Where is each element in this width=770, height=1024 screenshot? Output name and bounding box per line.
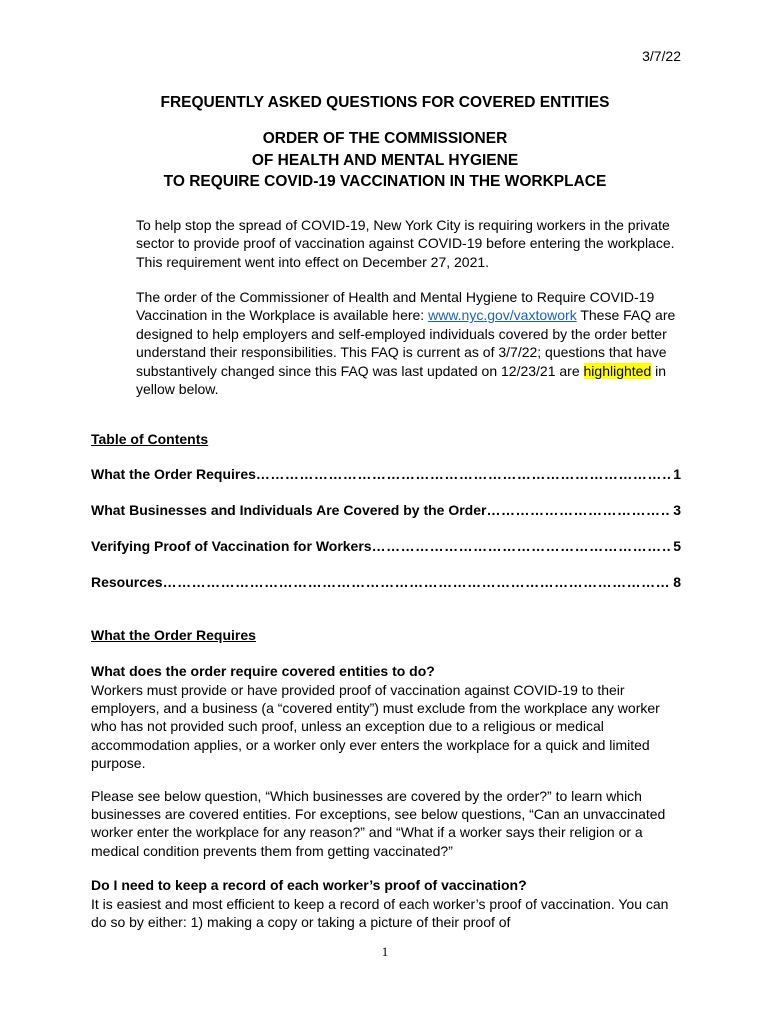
faq-question: What does the order require covered entities to do? — [91, 663, 435, 679]
intro-p2-text: The order of the Commissioner of Health and Mental Hygiene to Require COVID-19 Vaccination in the Workplace is available here: — [136, 289, 655, 324]
faq-answer-continued: Please see below question, “Which businesses are covered by the order?” to learn which businesses are covered entities. For exceptions, see below questions, “Can an unvaccinated worker enter the workplace for any reason?” and “What if a worker says their religion or a medical condition prevents them from getting vaccinated?” — [91, 788, 666, 859]
highlight-sample: highlighted — [583, 362, 652, 379]
toc-item-page: 8 — [673, 574, 681, 590]
page-number: 1 — [381, 944, 389, 959]
toc-leader — [372, 538, 672, 554]
toc-item-page: 1 — [673, 466, 681, 482]
toc-item-label: Resources — [91, 574, 163, 590]
faq-question: Do I need to keep a record of each worker’s proof of vaccination? — [91, 877, 527, 893]
intro-p2-end: in yellow below. — [136, 362, 667, 398]
toc-heading: Table of Contents — [91, 431, 209, 447]
vaxtowork-link[interactable]: www.nyc.gov/vaxtowork — [428, 307, 577, 324]
toc-item-label: What the Order Requires — [91, 466, 256, 482]
toc-leader — [486, 502, 671, 518]
order-title-line-1: ORDER OF THE COMMISSIONER — [262, 130, 508, 147]
document-date: 3/7/22 — [642, 48, 681, 64]
faq-answer: Workers must provide or have provided proof of vaccination against COVID-19 to their employers, and a business (a “covered entity”) must exclude from the workplace any worker who has not provided such proof, unless an exception due to a religious or medical accommodation applies, or a worker only ever enters the workplace for a quick and limited purpose. — [91, 682, 660, 771]
toc-item[interactable] — [91, 502, 681, 518]
toc-item-label: What Businesses and Individuals Are Covered by the Order — [91, 502, 487, 518]
faq-answer: It is easiest and most efficient to keep a record of each worker’s proof of vaccination. You can do so by either: 1) making a copy or taking a picture of their proof of — [91, 896, 669, 931]
intro-paragraph-2 — [136, 288, 696, 398]
toc-item[interactable] — [91, 538, 681, 554]
toc-item-label: Verifying Proof of Vaccination for Workers — [91, 538, 372, 554]
toc-leader — [256, 466, 671, 482]
intro-p2-text-cont: These FAQ are designed to help employers and self-employed individuals covered by the order better understand their responsibilities. This FAQ is current as of 3/7/22; questions that have substantively changed since this FAQ was last updated on 12/23/21 are — [136, 307, 676, 379]
toc-item[interactable] — [91, 466, 681, 482]
toc-item[interactable] — [91, 574, 681, 590]
section-heading: What the Order Requires — [91, 627, 256, 643]
order-title-line-3: TO REQUIRE COVID-19 VACCINATION IN THE WORKPLACE — [163, 173, 607, 190]
toc-item-page: 5 — [673, 538, 681, 554]
order-title-line-2: OF HEALTH AND MENTAL HYGIENE — [251, 152, 519, 169]
toc-item-page: 3 — [673, 502, 681, 518]
toc-leader — [163, 574, 672, 590]
document-title: FREQUENTLY ASKED QUESTIONS FOR COVERED ENTITIES — [160, 94, 610, 111]
intro-paragraph-1: To help stop the spread of COVID-19, New York City is requiring workers in the private sector to provide proof of vaccination against COVID-19 before entering the workplace. This requirement went into effect on December 27, 2021. — [136, 217, 675, 270]
